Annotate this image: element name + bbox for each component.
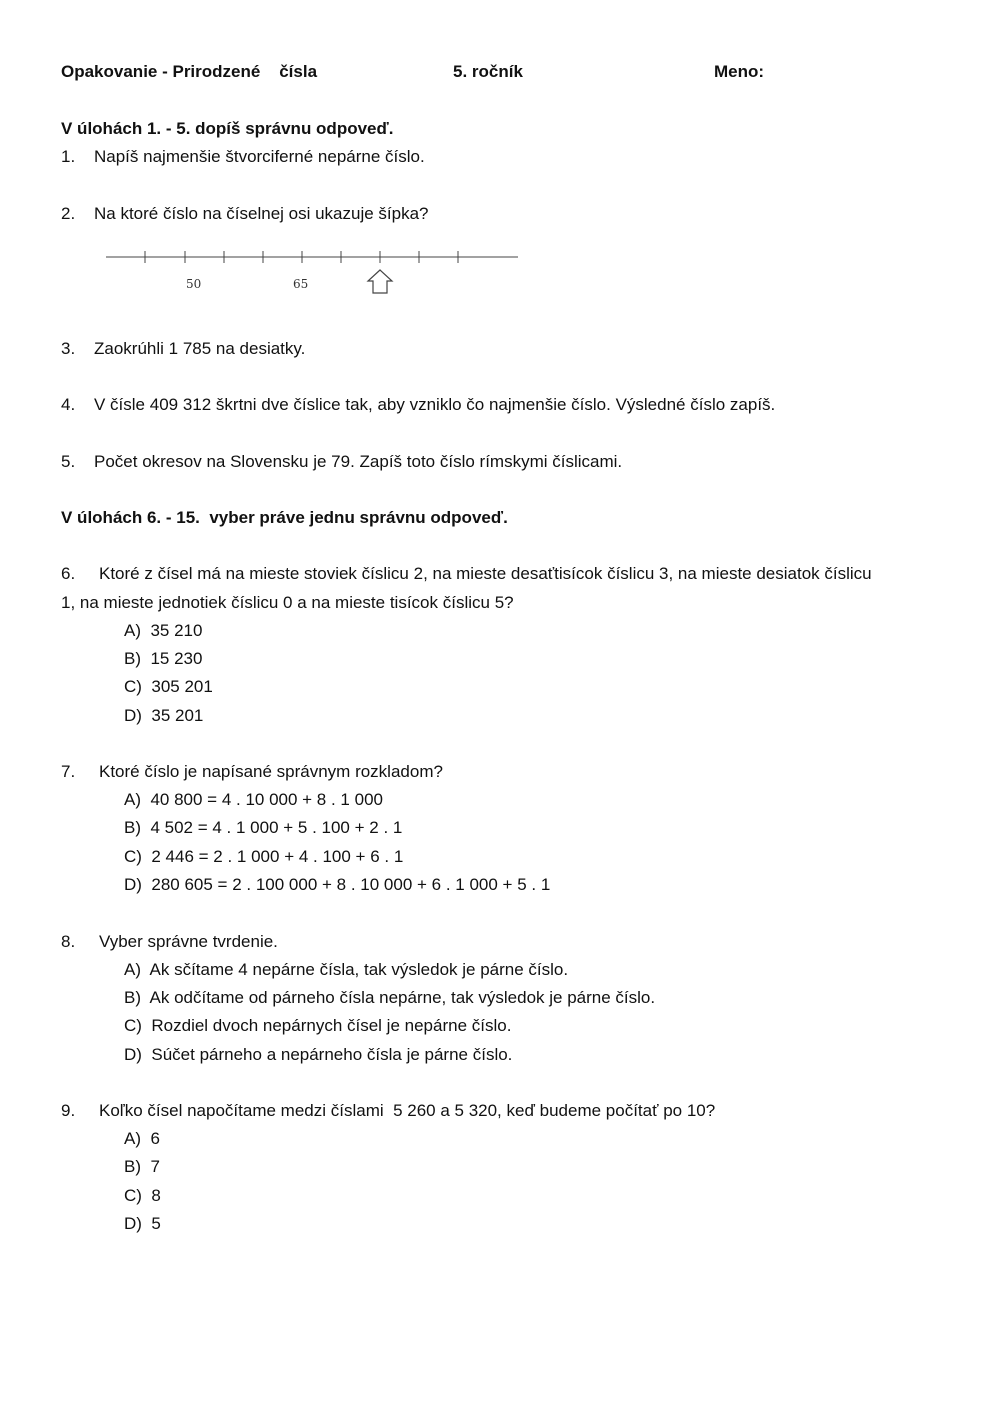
task-6-option-b: B) 15 230: [124, 649, 203, 668]
section-heading-1: V úlohách 1. - 5. dopíš správnu odpoveď.: [61, 119, 394, 138]
task-9-number: 9.: [61, 1101, 76, 1120]
tick-label-50: 50: [186, 277, 202, 291]
task-1-number: 1.: [61, 147, 76, 166]
task-9-option-b: B) 7: [124, 1157, 160, 1176]
task-5-text: Počet okresov na Slovensku je 79. Zapíš toto číslo rímskymi číslicami.: [94, 452, 623, 471]
section-heading-2: V úlohách 6. - 15. vyber práve jednu správnu odpoveď.: [61, 508, 508, 527]
task-4-text: V čísle 409 312 škrtni dve číslice tak, aby vzniklo čo najmenšie číslo. Výsledné číslo zapíš.: [94, 395, 776, 414]
task-8-option-d: D) Súčet párneho a nepárneho čísla je párne číslo.: [124, 1045, 513, 1064]
task-7-number: 7.: [61, 762, 76, 781]
task-8-text: Vyber správne tvrdenie.: [99, 932, 278, 951]
worksheet-title: Opakovanie - Prirodzené čísla: [61, 62, 318, 81]
tick-label-65: 65: [293, 277, 309, 291]
task-7-option-c: C) 2 446 = 2 . 1 000 + 4 . 100 + 6 . 1: [124, 847, 404, 866]
task-6-option-d: D) 35 201: [124, 706, 204, 725]
task-8-option-c: C) Rozdiel dvoch nepárnych čísel je nepárne číslo.: [124, 1016, 512, 1035]
task-2-text: Na ktoré číslo na číselnej osi ukazuje šípka?: [94, 204, 429, 223]
task-3-number: 3.: [61, 339, 76, 358]
task-6-text-line2: 1, na mieste jednotiek číslicu 0 a na mieste tisícok číslicu 5?: [61, 593, 514, 612]
task-9-option-d: D) 5: [124, 1214, 161, 1233]
task-4-number: 4.: [61, 395, 76, 414]
task-8-number: 8.: [61, 932, 76, 951]
task-2-number: 2.: [61, 204, 76, 223]
up-arrow-icon: [368, 270, 392, 293]
task-7-text: Ktoré číslo je napísané správnym rozkladom?: [99, 762, 443, 781]
task-6-option-a: A) 35 210: [124, 621, 203, 640]
task-1-text: Napíš najmenšie štvorciferné nepárne číslo.: [94, 147, 425, 166]
task-5-number: 5.: [61, 452, 76, 471]
grade-label: 5. ročník: [453, 62, 523, 81]
task-7-option-d: D) 280 605 = 2 . 100 000 + 8 . 10 000 + 6 . 1 000 + 5 . 1: [124, 875, 551, 894]
number-line-diagram: [100, 244, 530, 304]
task-3-text: Zaokrúhli 1 785 na desiatky.: [94, 339, 306, 358]
task-9-option-c: C) 8: [124, 1186, 161, 1205]
task-6-option-c: C) 305 201: [124, 677, 213, 696]
task-6-number: 6.: [61, 564, 76, 583]
name-label: Meno:: [714, 62, 765, 81]
task-7-option-a: A) 40 800 = 4 . 10 000 + 8 . 1 000: [124, 790, 383, 809]
task-8-option-a: A) Ak sčítame 4 nepárne čísla, tak výsledok je párne číslo.: [124, 960, 569, 979]
task-9-text: Koľko čísel napočítame medzi číslami 5 260 a 5 320, keď budeme počítať po 10?: [99, 1101, 716, 1120]
task-7-option-b: B) 4 502 = 4 . 1 000 + 5 . 100 + 2 . 1: [124, 818, 403, 837]
task-6-text-line1: Ktoré z čísel má na mieste stoviek číslicu 2, na mieste desaťtisícok číslicu 3, na mieste desiatok číslicu: [99, 564, 872, 583]
task-8-option-b: B) Ak odčítame od párneho čísla nepárne, tak výsledok je párne číslo.: [124, 988, 656, 1007]
task-9-option-a: A) 6: [124, 1129, 160, 1148]
